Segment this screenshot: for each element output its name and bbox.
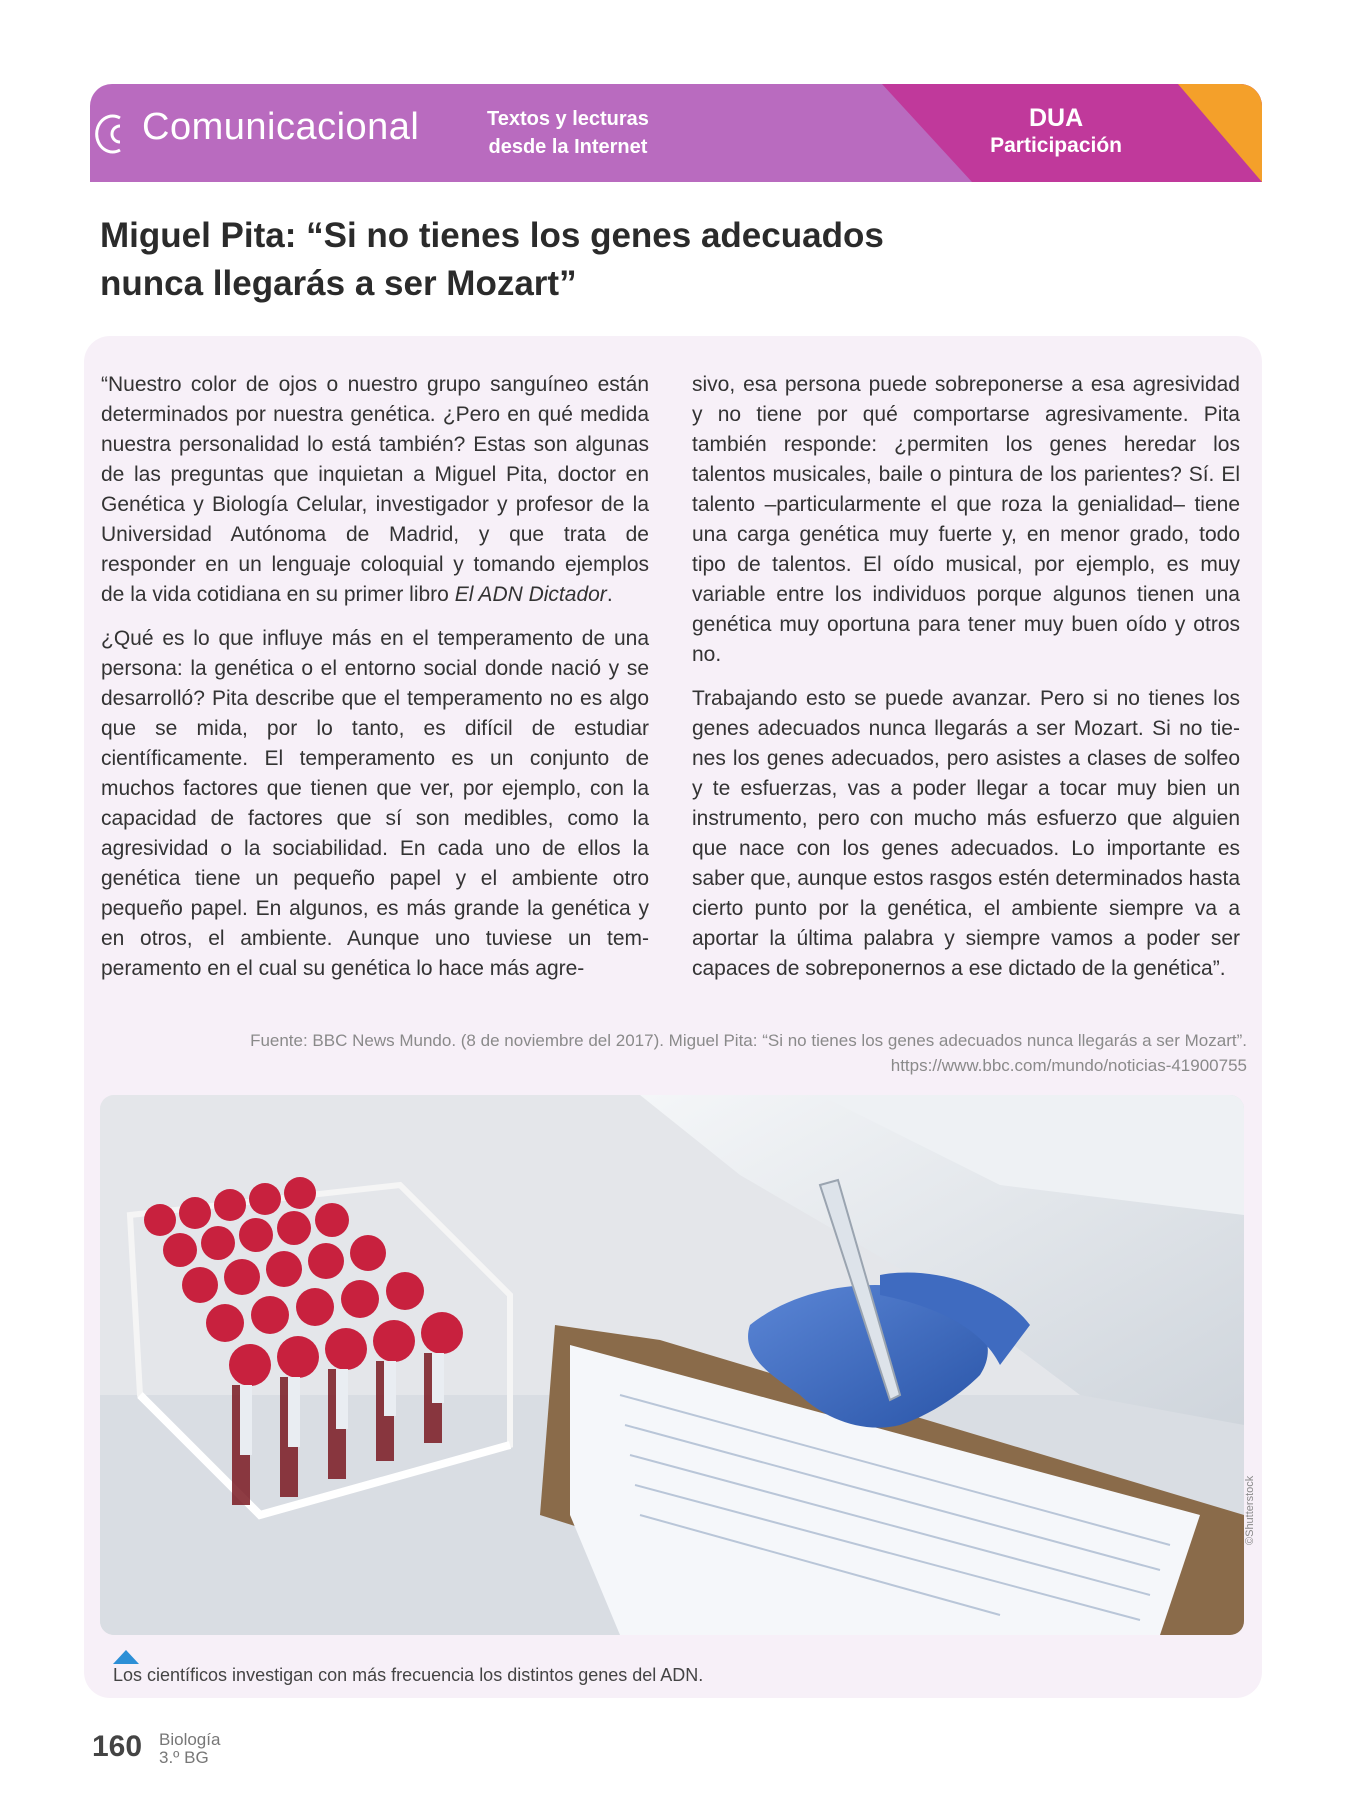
title-line-1: Miguel Pita: “Si no tienes los genes adecuados xyxy=(100,216,884,255)
photo-caption: Los científicos investigan con más frecuencia los distintos genes del ADN. xyxy=(113,1665,704,1685)
source-url: https://www.bbc.com/mundo/noticias-41900755 xyxy=(890,1056,1247,1075)
dua-subtitle: Participación xyxy=(990,134,1122,157)
dua-label xyxy=(990,104,1122,160)
paragraph: Trabajando esto se puede avanzar. Pero si no tienes los genes adecuados nunca llegarás a ser Mozart. Si no tienes los genes adecuados, pero asistes a clases de solfeo y te esfuerzas, vas a poder llegar a tocar muy bien un instrumento, pero con mucho más esfuerzo que alguien que nace con los genes adecuados. Lo importante es saber que, aunque estos rasgos estén determinados hasta cierto punto por la genética, el ambiente siempre va a aportar la última palabra y siempre vamos a poder ser capaces de sobreponernos a ese dictado de la genética”. xyxy=(692,687,1240,980)
source-citation xyxy=(187,1028,1247,1078)
page-title xyxy=(100,212,1000,308)
paragraph: ¿Qué es lo que influye más en el temperamento de una persona: la genética o el entorno social donde nació y se desarrolló? Pita describe que el temperamento no es algo que se mida, por lo tanto, es difícil de estudiar científicamente. El temperamento es un conjunto de muchos factores que tienen que ver, por ejemplo, con la capacidad de factores que sí son medibles, como la agresividad o la sociabilidad. En cada uno de ellos la genética tiene un pequeño papel y el ambiente otro pequeño papel. En algunos, es más grande la genética y en otros, el ambiente. Aunque uno tuviese un temperamento en el cual su genética lo hace más agre- xyxy=(101,627,649,980)
dua-title: DUA xyxy=(1028,104,1084,132)
subtitle-line-1: Textos y lecturas xyxy=(487,108,649,130)
book-title: El ADN Dictador xyxy=(454,583,607,606)
paragraph-text: “Nuestro color de ojos o nuestro grupo sanguíneo están determinados por nuestra genética. ¿Pero en qué medida nuestra personalidad lo está también? Estas son algunas de las preguntas que inquietan a Miguel Pita, doctor en Genética y Biología Celular, investigador y profesor de la Universidad Autónoma de Madrid, y que trata de responder en un lenguaje coloquial y tomando ejemplos de la vida cotidiana en su primer libro xyxy=(101,373,649,606)
source-line-1: Fuente: BBC News Mundo. (8 de noviembre del 2017). Miguel Pita: “Si no tienes los genes adecuados nunca llegarás a ser Mozart”. xyxy=(250,1031,1247,1050)
paragraph-end: . xyxy=(606,583,613,606)
subject-label xyxy=(159,1731,220,1767)
section-header xyxy=(90,84,1262,182)
photo-credit: ©Shutterstock xyxy=(1244,1475,1256,1545)
subtitle-line-2: desde la Internet xyxy=(488,136,648,158)
lab-photo xyxy=(100,1095,1244,1635)
caption-arrow-icon xyxy=(113,1650,139,1664)
article-column-left xyxy=(101,370,649,998)
grade-label: 3.º BG xyxy=(159,1748,209,1767)
page-number: 160 xyxy=(92,1730,143,1763)
section-brand: Comunicacional xyxy=(142,106,420,148)
comunicacional-logo-icon xyxy=(90,108,138,160)
title-line-2: nunca llegarás a ser Mozart” xyxy=(100,264,577,303)
paragraph xyxy=(101,370,649,610)
article-column-right xyxy=(692,370,1240,998)
lab-photo-illustration xyxy=(100,1095,1244,1635)
section-subtitle xyxy=(487,105,649,161)
paragraph: sivo, esa persona puede sobreponerse a esa agresividad y no tiene por qué comportarse agresivamente. Pita también responde: ¿permiten los genes heredar los talentos musicales, baile o pintura de los parientes? Sí. El talento –particularmente el que roza la genialidad– tiene una carga genética muy fuerte y, en menor grado, todo tipo de talentos. El oído musical, por ejemplo, es muy variable entre los individuos porque algunos tienen una genética muy oportuna para tener muy buen oído y otros no. xyxy=(692,373,1240,666)
subject-name: Biología xyxy=(159,1730,221,1749)
